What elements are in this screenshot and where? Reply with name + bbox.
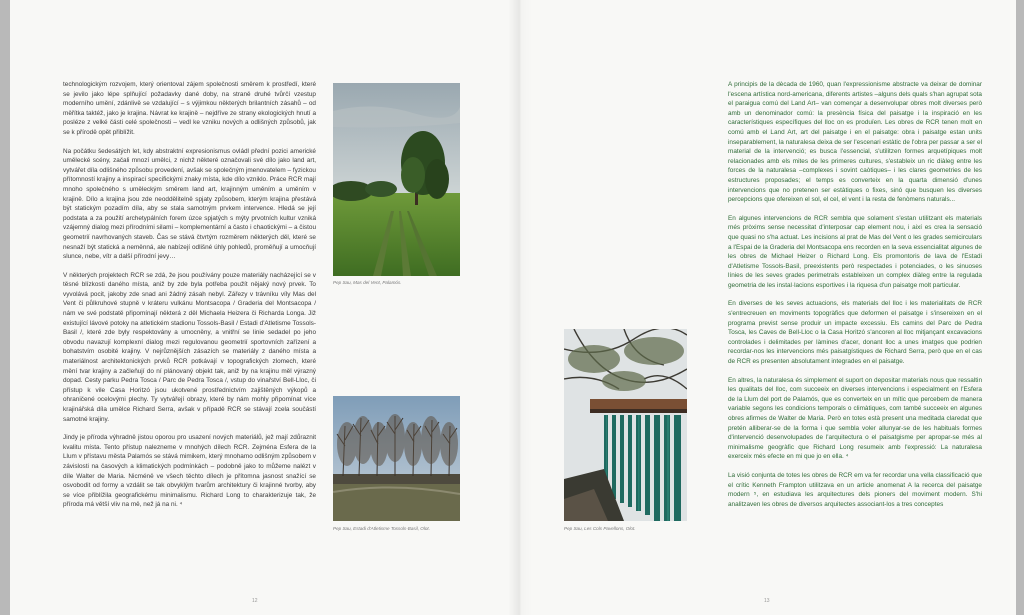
page-number-right: 13 [764,598,770,604]
right-paragraph: En altres, la naturalesa és simplement el suport on depositar materials nous que ressaltin les qualitats del lloc, com succeeix en diverses intervencions i especialment en l'Esfera de la Llum del port de Palamós, que es converteix en un mític que percebem de manera variable segons les condicions temporals o climàtiques, com també succeeix en algunes obres afirmes de Walter de Maria. Però en totes està present una meditada claredat que pretén alliberar-se de la forma i que sembla voler allunyar-se de les habituals formes d'intervenció desenvolupades de l'arquitectura o el paisatgisme per apropar-se més al minimalisme geogràfic que Richard Long resumeix amb l'expressió: La naturalesa exerceix més efecte en mi que jo en ella. ⁴ [728,376,982,461]
left-paragraph: Jindy je příroda výhradně jistou oporou pro usazení nových materiálů, jež mají zdůraznit kvalitu místa. Tento přístup nalezneme v mnohých dílech RCR. Zejména Esfera de la Llum v přístavu města Palamós se stává mimikem, který mnohamo odlišným způsobem v závislosti na časových a klimatických podmínkách – podobně jako to můžeme nalézt v díle Walter de Maria. Nicméně ve všech těchto dílech je přítomna jasnost snažící se osvobodit od formy a vzdálit se tak obvyklým tvarům architektury či krajinné tvorby, aby se více přiblížila geografickému minimalismu. Richard Long to charakterizuje tak, že příroda má větší vliv na mě, než já na ni. ⁴ [63,434,316,509]
left-paragraph: Na počátku šedesátých let, kdy abstraktní expresionismus ovládl přední pozici americké umělecké scény, začali mnozí umělci, z nichž některé označovali své dílo jako land art, vytvářet díla odlišného způsobu provedení, avšak se společným jmenovatelem – fyzickou přítomností krajiny a inspirací specifickými znaky místa, kde dílo vzniklo. Práce RCR mají mnoho společného s uměleckým směrem land art, krajinným uměním a uměním v krajině. Dílo a krajina jsou zde neoddělitelně spjaty způsobem, kterým krajina přestává být statickým pozadím díla, aby se stala samotným prvkem intervence. Hledá se její podstata a za použití archetypálních forem úzce spjatých s mýty prvotních kultur vzniká vzájemný dialog mezi přírodními silami – komplementární a často i chaotickými – a čistou geometrií navrhovaných staveb. Čas se stává čtvrtým rozměrem některých děl, které se nesnaží být statická a neměnná, ale nabízejí odlišné úhly pohledů, proměňují a umocňují slunce, nebe, vítr a další přírodní jevy… [63,147,316,261]
photo-les-cols-image [564,329,687,521]
photo-mas-del-vent-image [333,83,460,276]
right-paragraph: La visió conjunta de totes les obres de RCR em va fer recordar una vella classificació que el crític Kenneth Frampton utilitzava en un article anomenat A la recerca del paisatge modern ⁵, en estudiava les arquitectures dels pioners del moviment modern. S'hi analitzaven les obres de diversos arquitectes associant-los a tres conceptes [728,471,982,508]
caption-mas-del-vent: Pep Sau, Mas del Vent, Palamós. [333,280,402,285]
photo-mas-del-vent [333,83,460,276]
book-spread [10,0,1016,615]
photo-les-cols-pavellons [564,329,687,521]
left-paragraph: technologickým rozvojem, který orientoval zájem společnosti směrem k prostředí, které se jevilo jako lépe splňující požadavky dané doby, na straně druhé tvůrčí vzestup moderního umění, zdánlivě se vzdalující – s výjimkou některých brilantních zásahů – od měřítka taktéž, jako je krajina. Návrat ke krajině – nejdříve ze strany ekologických hnutí a posléze z velké části celé společnosti – vedl ke vzniku nových a odlišných způsobů, jak se k přírodě opět přiblížit. [63,81,316,136]
page-number-left: 12 [252,598,258,604]
left-paragraph: V některých projektech RCR se zdá, že jsou používány pouze materiály nacházející se v těsné blízkosti daného místa, aniž by zde byla potřeba použít nějaký nový prvek. To vyvolává pocit, jakoby zde snad ani žádný zásah nebyl. Zářezy v trávníku víly Mas del Vent či půlkruhové stupně v kráteru vulkánu Montsacopa / Graderia del Montsacopa / nám ve své podstatě připomínají některá z děl Michaela Heizera či Richarda Longa. Již existující lávové potoky na atletickém stadionu Tossols-Basil / Estadi d'Atletisme Tossols-Basil /, které zde byly respektovány a umocněny, a vnitřní se linie sedadel po jeho obvodu navazují komplexní dialog mezi regulovanou geometrií sportovních zařízení a bohatstvím osobité krajiny. V nejrůznějších zásazích se materiály z daného místa a materiálnost architektonických prvků RCR potkávají v topografických zlomech, které mění tvar krajiny a začleňují do ní plánovaný objekt tak, aniž by na krajinu měl výrazný dopad. Cesty parku Pedra Tosca / Parc de Pedra Tosca /, vstup do vinařství Bell-Lloc, či přístup k vile Casa Horitzó jsou ukotvené prostřednictvím zajištěných výkopů a ohraničené ocelovými plechy. Ty vytvářejí obrazy, které by nám mohly připomínat více krajinářská díla umělce Richard Serra, avšak v případě RCR se stávají zcela součástí samotné krajiny. [63,271,316,423]
photo-estadi-image [333,396,460,521]
page-gutter [508,0,532,615]
photo-estadi-tossols-basil [333,396,460,521]
right-paragraph: En algunes intervencions de RCR sembla que solament s'estan utilitzant els materials més pròxims sense necessitat d'interposar cap element nou, i així es crea la sensació que quasi no s'ha actuat. Les incisions al prat de Mas del Vent o les grades semicirculars a l'Espai de la Graderia del Montsacopa ens recorden en la seva essencialitat algunes de les obres de Michael Heizer o Richard Long. Els promontoris de lava de l'Estadi d'Atletisme Tossols-Basil, preexistents però respectades i potenciades, o les sinuoses línies de les seves grades perimetrals estableixen un complex diàleg entre la reguladа geometria de les instal·lacions esportives i la riquesa d'un paisatge molt particular. [728,214,982,289]
right-text-column [728,80,982,518]
right-paragraph: A principis de la dècada de 1960, quan l'expressionisme abstracte va deixar de dominar l'escena artística nord-americana, diferents artistes –alguns dels quals s'han agrupat sota el paraigua comú del Land Art– van començar a desenvolupar obres molt diverses però amb un denominador comú: la presència física del paisatge i la inspiració en les característiques específiques del lloc on es produïen. Les obres de RCR tenen molt en comú amb el Land Art, art del paisatge i en el paisatge: obra i paisatge estan units inseparablement, la naturalesa deixa de ser l'escenari estàtic de l'obra per passar a ser el material de la intervenció; es busca l'essencial, s'utilitzen formes arquetípiques molt relacionades amb els mites de les primeres cultures, s'estableix un ric diàleg entre les forces de la naturalesa –complexes i sovint caòtiques– i les clares geometries de les estructures proposades; el temps es converteix en la quarta dimensió d'unes intervencions que no pretenen ser estàtiques o fixes, sinó que busquen les diverses percepcions que ofereixen el sol, el cel, el vent i la resta de fenòmens naturals... [728,81,982,204]
caption-estadi: Pep Sau, Estadi d'Atletisme Tossols-Basil, Olot. [333,526,430,531]
right-paragraph: En diverses de les seves actuacions, els materials del lloc i les materialitats de RCR s'entrecreuen en moviments topogràfics que deformen el paisatge i s'insereixen en el programa previst sense produir un impacte excessiu. Els camins del Parc de Pedra Tosca, les Caves de Bell-Lloc o la Casa Horitzó s'ancoren al lloc mitjançant excavacions controlades i delimitades per làmines d'acer, donant lloc a unes imatges que podrien recordar-nos les intervencions més paisatgístiques de Richard Serra, però que en el cas de RCR es presenten absolutament integrades en el paisatge. [728,300,982,366]
left-text-column [63,80,316,519]
caption-les-cols: Pep Sau, Les Cols Pavellons, Olot. [564,526,636,531]
